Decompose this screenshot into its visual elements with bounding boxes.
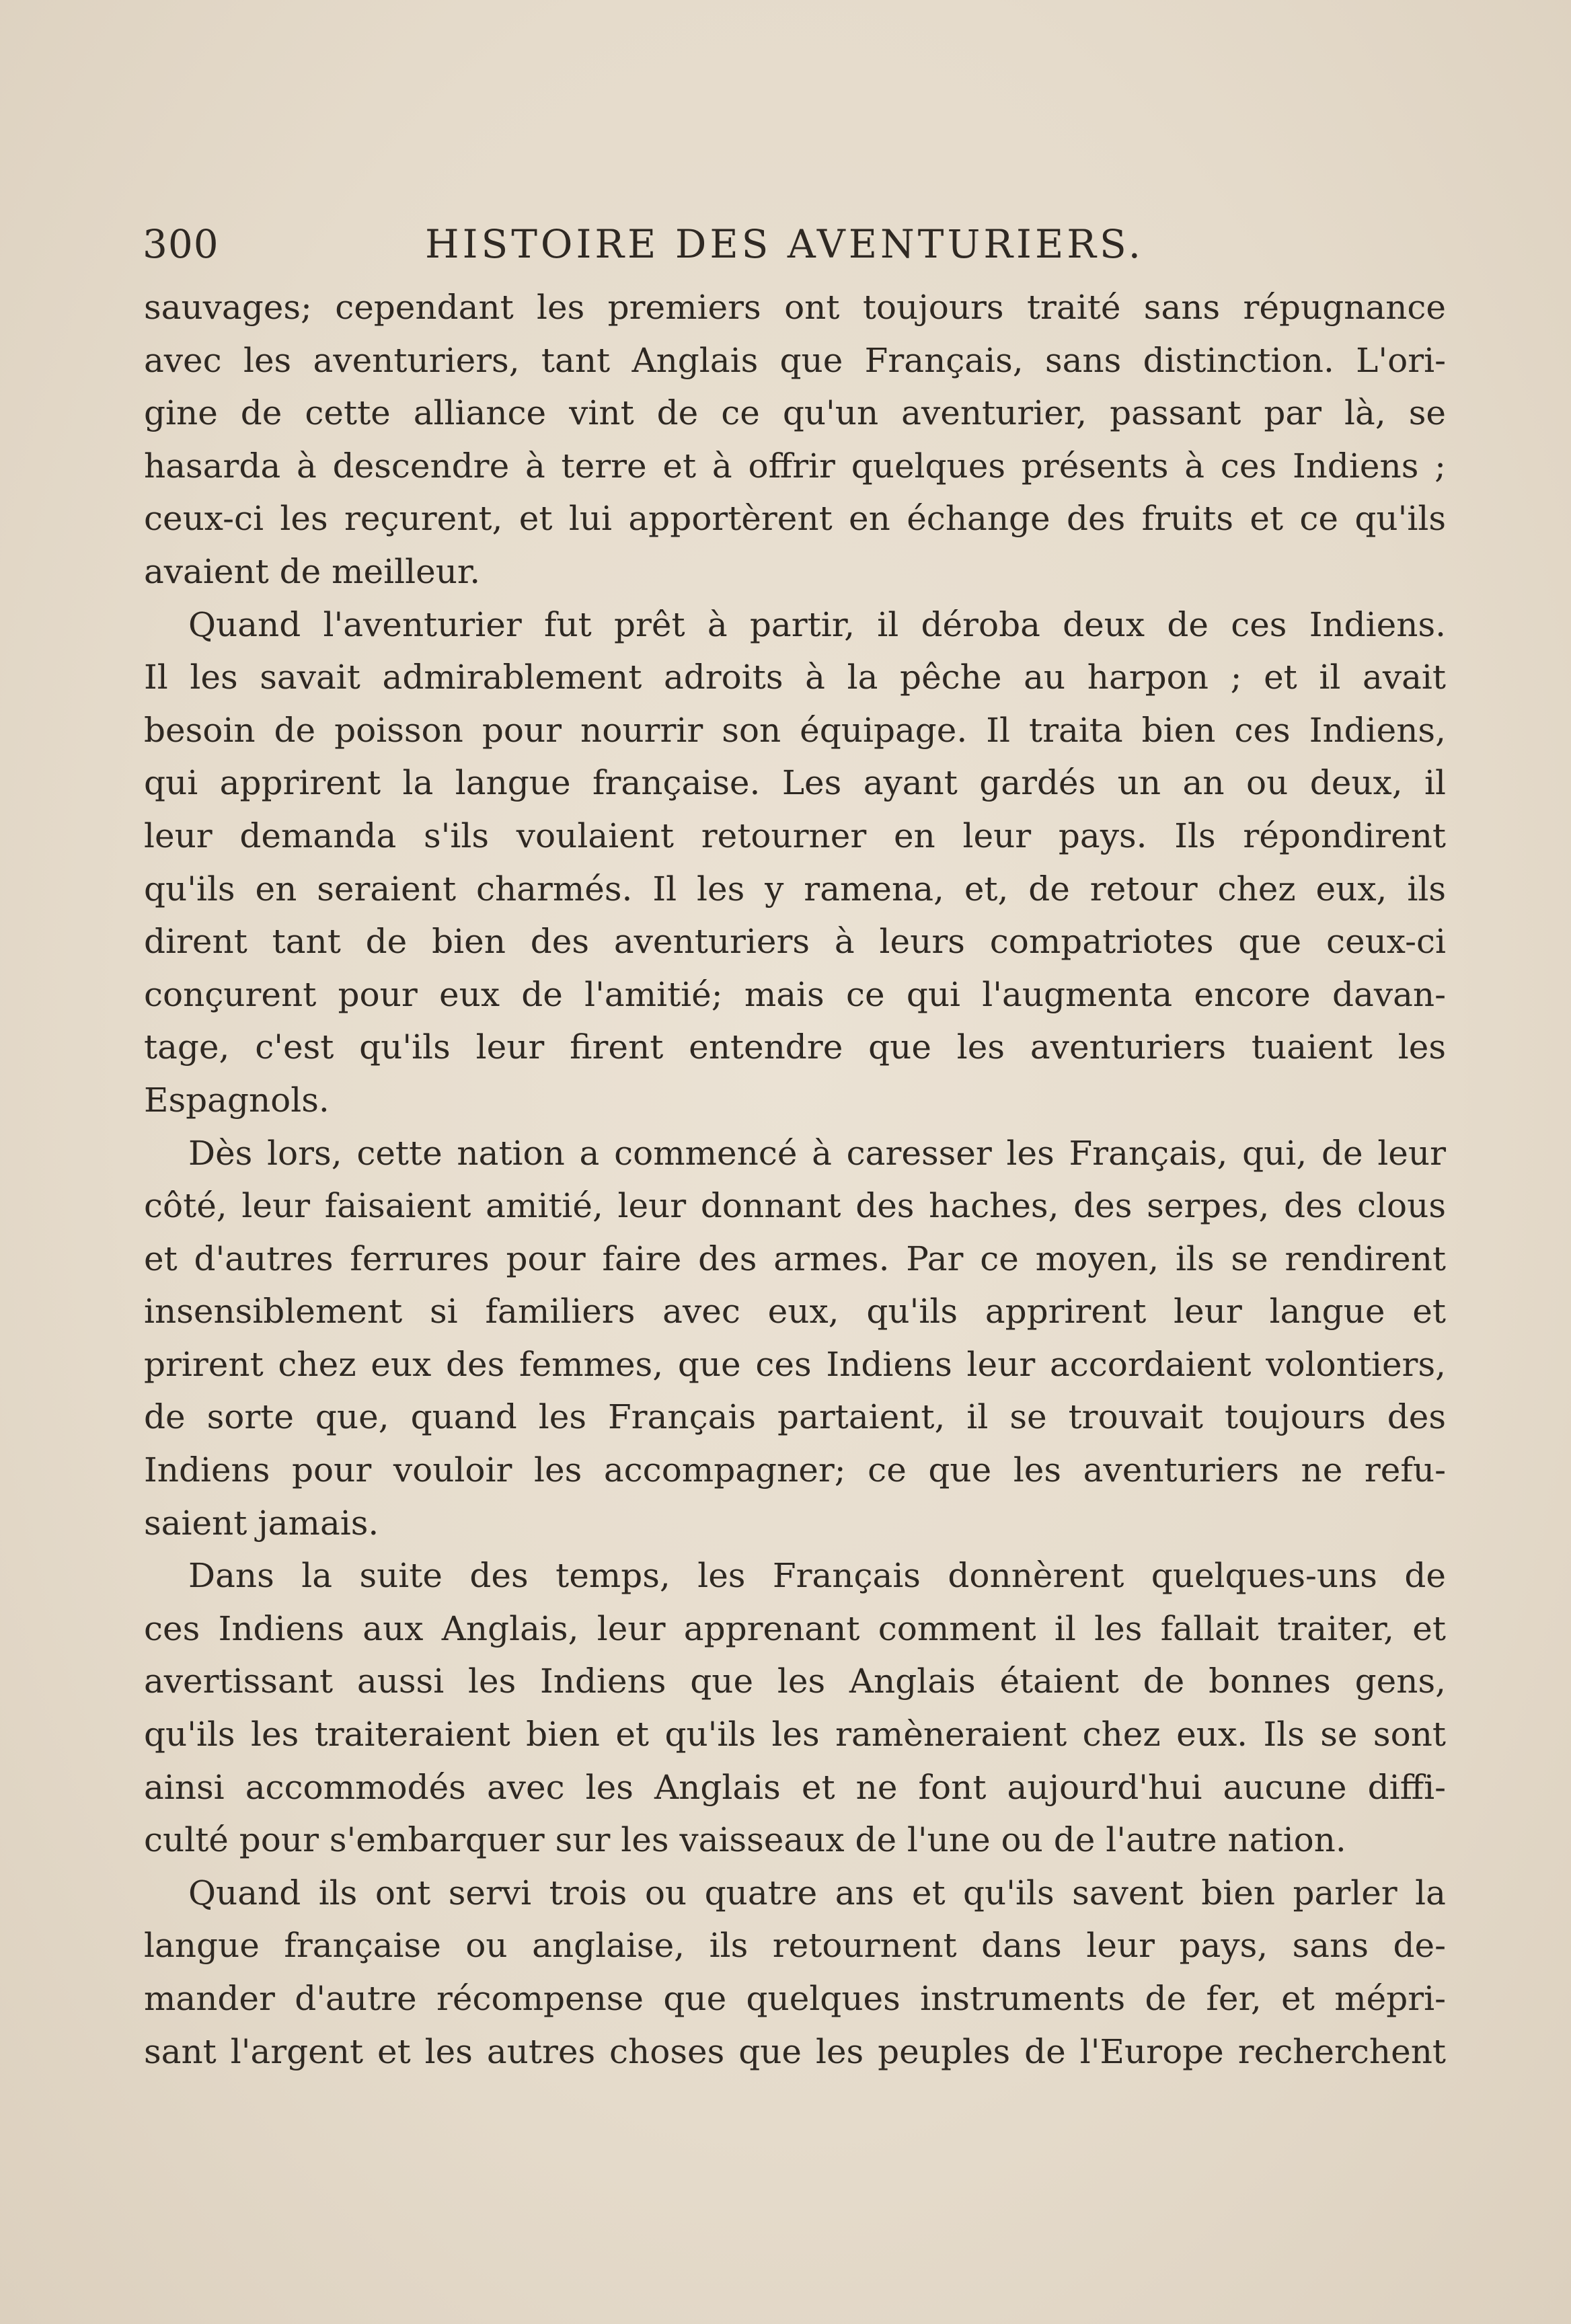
paragraph-2 bbox=[144, 598, 1446, 1127]
text-line: gine de cette alliance vint de ce qu'un aventurier, passant par là, se bbox=[144, 393, 1446, 433]
text-line: sauvages; cependant les premiers ont toujours traité sans répugnance bbox=[144, 288, 1446, 327]
text-line: qu'ils en seraient charmés. Il les y ramena, et, de retour chez eux, ils bbox=[144, 869, 1446, 908]
text-line: Indiens pour vouloir les accompagner; ce que les aventuriers ne refu- bbox=[144, 1450, 1446, 1490]
text-line: Dès lors, cette nation a commencé à caresser les Français, qui, de leur bbox=[188, 1133, 1446, 1173]
page-header bbox=[143, 214, 1447, 274]
running-title: HISTOIRE DES AVENTURIERS. bbox=[425, 221, 1145, 267]
text-line: avaient de meilleur. bbox=[144, 551, 481, 591]
text-line: Il les savait admirablement adroits à la pêche au harpon ; et il avait bbox=[144, 658, 1446, 697]
text-line: insensiblement si familiers avec eux, qu'ils apprirent leur langue et bbox=[144, 1292, 1446, 1331]
text-line: ceux-ci les reçurent, et lui apportèrent en échange des fruits et ce qu'ils bbox=[144, 499, 1446, 539]
text-line: avertissant aussi les Indiens que les Anglais étaient de bonnes gens, bbox=[144, 1662, 1446, 1701]
text-line: qu'ils les traiteraient bien et qu'ils les ramèneraient chez eux. Ils se sont bbox=[144, 1715, 1446, 1754]
text-line: prirent chez eux des femmes, que ces Indiens leur accordaient volontiers, bbox=[144, 1344, 1446, 1384]
text-line: culté pour s'embarquer sur les vaisseaux de l'une ou de l'autre nation. bbox=[144, 1820, 1346, 1860]
text-line: leur demanda s'ils voulaient retourner en leur pays. Ils répondirent bbox=[144, 816, 1446, 855]
text-line: tage, c'est qu'ils leur firent entendre que les aventuriers tuaient les bbox=[144, 1028, 1446, 1067]
text-line: langue française ou anglaise, ils retournent dans leur pays, sans de- bbox=[144, 1926, 1446, 1966]
text-line: sant l'argent et les autres choses que les peuples de l'Europe recherchent bbox=[144, 2031, 1446, 2071]
text-line: Espagnols. bbox=[144, 1080, 330, 1120]
text-line: Quand l'aventurier fut prêt à partir, il déroba deux de ces Indiens. bbox=[188, 605, 1446, 644]
text-line: hasarda à descendre à terre et à offrir quelques présents à ces Indiens ; bbox=[144, 446, 1446, 486]
text-line: mander d'autre récompense que quelques instruments de fer, et mépri- bbox=[144, 1979, 1446, 2018]
text-line: conçurent pour eux de l'amitié; mais ce qui l'augmenta encore davan- bbox=[144, 974, 1446, 1014]
text-line: et d'autres ferrures pour faire des armes. Par ce moyen, ils se rendirent bbox=[144, 1239, 1446, 1278]
text-line: Dans la suite des temps, les Français donnèrent quelques-uns de bbox=[188, 1556, 1446, 1596]
text-line: ainsi accommodés avec les Anglais et ne font aujourd'hui aucune diffi- bbox=[144, 1767, 1446, 1807]
text-line: qui apprirent la langue française. Les ayant gardés un an ou deux, il bbox=[144, 763, 1446, 803]
paragraph-4 bbox=[144, 1549, 1446, 1867]
text-line: de sorte que, quand les Français partaient, il se trouvait toujours des bbox=[144, 1397, 1446, 1437]
text-line: Quand ils ont servi trois ou quatre ans et qu'ils savent bien parler la bbox=[188, 1873, 1446, 1912]
text-line: ces Indiens aux Anglais, leur apprenant comment il les fallait traiter, et bbox=[144, 1609, 1446, 1648]
page-number: 300 bbox=[143, 221, 219, 267]
text-line: côté, leur faisaient amitié, leur donnant des haches, des serpes, des clous bbox=[144, 1186, 1446, 1226]
text-line: besoin de poisson pour nourrir son équipage. Il traita bien ces Indiens, bbox=[144, 710, 1446, 750]
text-line: dirent tant de bien des aventuriers à leurs compatriotes que ceux-ci bbox=[144, 922, 1446, 962]
paragraph-1 bbox=[144, 281, 1446, 598]
paragraph-5 bbox=[144, 1867, 1446, 2078]
body-text bbox=[144, 281, 1446, 2078]
paragraph-3 bbox=[144, 1127, 1446, 1550]
text-line: avec les aventuriers, tant Anglais que Français, sans distinction. L'ori- bbox=[144, 340, 1446, 380]
text-line: saient jamais. bbox=[144, 1503, 379, 1543]
